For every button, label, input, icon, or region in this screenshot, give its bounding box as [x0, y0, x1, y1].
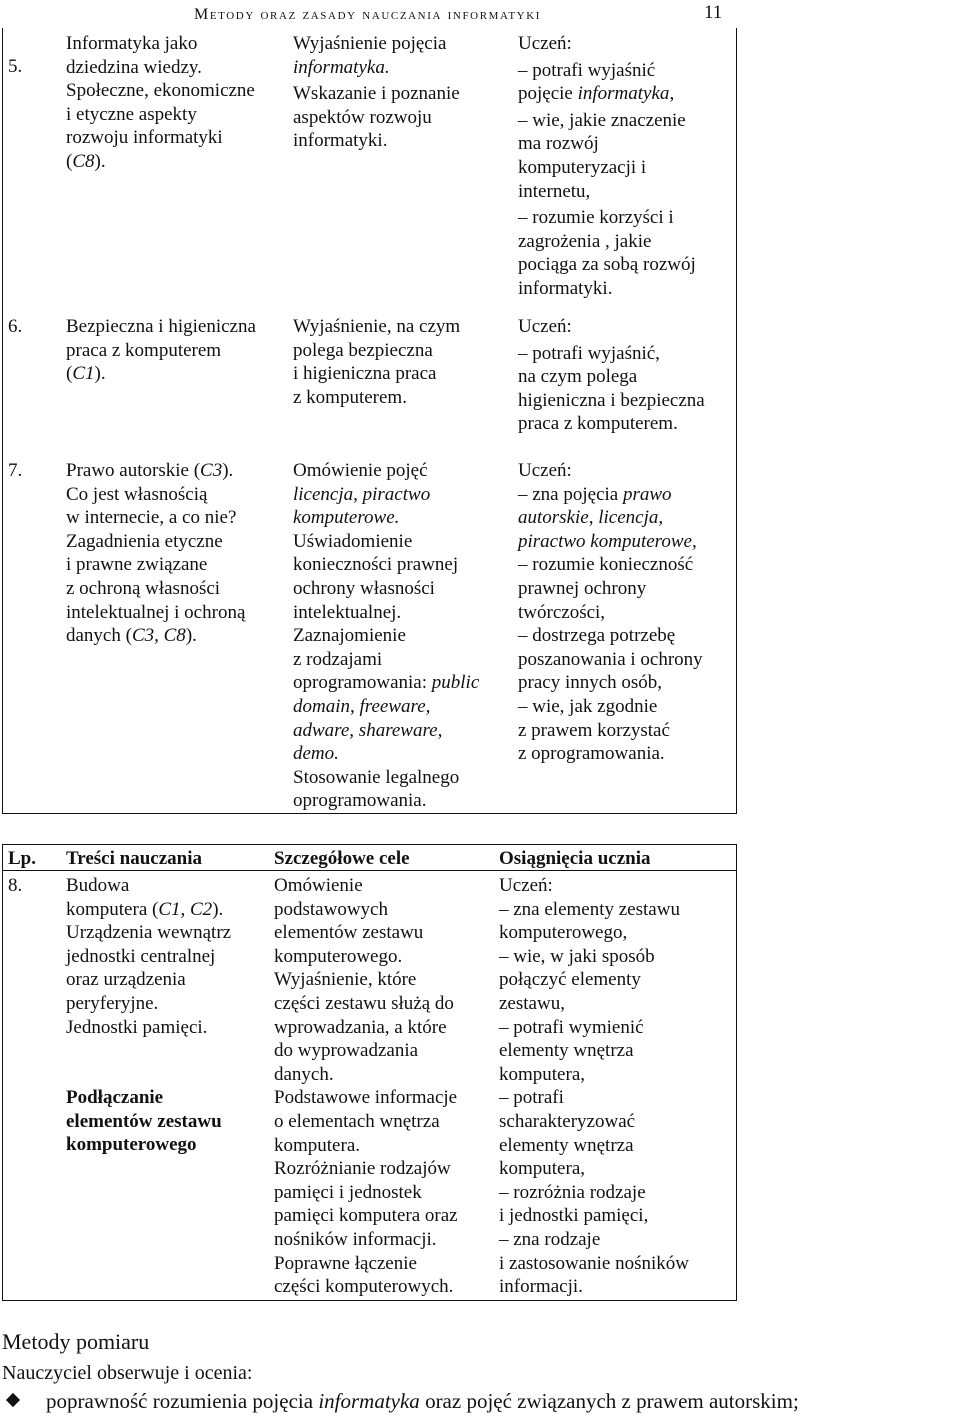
cell-line: Wyjaśnienie, na czym — [293, 316, 461, 337]
cell-line: (C8). — [66, 150, 106, 172]
table2-bottom-border — [2, 1300, 737, 1301]
cell-line: Społeczne, ekonomiczne — [66, 80, 255, 102]
outcomes-cell — [499, 874, 689, 1299]
section-intro: Nauczyciel obserwuje i ocenia: — [2, 1362, 253, 1384]
cell-line: z komputerem. — [293, 386, 407, 408]
cell-line: Poprawne łączenie — [274, 1252, 417, 1274]
cell-line: komputera, — [499, 1063, 586, 1085]
cell-line: higieniczna i bezpieczna — [518, 389, 705, 411]
cell-line: – potrafi — [499, 1087, 564, 1109]
cell-line: komputera. — [274, 1134, 361, 1156]
cell-line: na czym polega — [518, 366, 638, 388]
cell-line: części zestawu służą do — [274, 992, 454, 1014]
cell-line: Prawo autorskie (C3). — [66, 460, 234, 481]
cell-line: połączyć elementy — [499, 969, 641, 991]
goals-cell — [293, 459, 479, 813]
goals-cell — [293, 315, 460, 409]
cell-line: Omówienie pojęć — [293, 460, 428, 481]
page-number: 11 — [704, 2, 723, 23]
cell-line: i jednostki pamięci, — [499, 1205, 649, 1227]
cell-line: pojęcie informatyka, — [518, 83, 675, 105]
cell-line: Wyjaśnienie pojęcia — [293, 33, 447, 54]
row-number: 8. — [8, 875, 23, 896]
cell-line: rozwoju informatyki — [66, 127, 223, 149]
cell-line: pociąga za sobą rozwój — [518, 254, 696, 276]
goals-cell — [293, 32, 460, 153]
content-cell — [66, 459, 245, 648]
cell-line: dziedzina wiedzy. — [66, 56, 202, 78]
cell-line: Co jest własnością — [66, 483, 208, 505]
column-header-content: Treści nauczania — [66, 848, 202, 869]
diamond-bullet-icon — [6, 1393, 20, 1407]
cell-line: ochrony własności — [293, 577, 435, 599]
cell-line: Jednostki pamięci. — [66, 1016, 208, 1038]
cell-line: poszanowania i ochrony — [518, 648, 703, 670]
cell-line: jednostki centralnej — [66, 945, 216, 967]
cell-line: Podłączanie — [66, 1087, 164, 1109]
cell-line: danych. — [274, 1063, 334, 1085]
cell-line: – rozumie korzyści i — [518, 207, 674, 229]
cell-line: – wie, w jaki sposób — [499, 945, 655, 967]
content-cell — [66, 32, 255, 174]
cell-line: Wskazanie i poznanie — [293, 83, 460, 105]
cell-line: pracy innych osób, — [518, 672, 663, 694]
cell-line: Podstawowe informacje — [274, 1087, 458, 1109]
cell-line: intelektualnej i ochroną — [66, 601, 246, 623]
cell-line: pamięci i jednostek — [274, 1181, 422, 1203]
cell-line: – wie, jakie znaczenie — [518, 109, 686, 131]
cell-line: autorskie, licencja, — [518, 507, 664, 529]
cell-line: konieczności prawnej — [293, 554, 459, 576]
cell-line: z prawem korzystać — [518, 719, 670, 741]
cell-line: informatyka. — [293, 56, 390, 78]
cell-line: licencja, piractwo — [293, 483, 431, 505]
cell-line: elementy wnętrza — [499, 1040, 634, 1062]
cell-line: danych (C3, C8). — [66, 625, 197, 647]
cell-line: komputerowego, — [499, 922, 628, 944]
cell-line: z oprogramowania. — [518, 743, 665, 765]
table1-right-border — [736, 28, 737, 814]
cell-line: Urządzenia wewnątrz — [66, 922, 232, 944]
column-header-goals: Szczegółowe cele — [274, 848, 410, 869]
cell-line: Uczeń: — [518, 460, 572, 481]
cell-line: – potrafi wyjaśnić — [518, 59, 656, 81]
cell-line: części komputerowych. — [274, 1276, 454, 1298]
row-number: 6. — [8, 316, 23, 337]
cell-line: elementów zestawu — [274, 922, 424, 944]
cell-line: adware, shareware, — [293, 719, 443, 741]
cell-line: Uświadomienie — [293, 530, 413, 552]
cell-line: internetu, — [518, 180, 591, 202]
cell-line: z rodzajami — [293, 648, 383, 670]
cell-line: podstawowych — [274, 898, 388, 920]
bullet-text-end: oraz pojęć związanych z prawem autorskim; — [419, 1389, 799, 1413]
column-header-outcomes: Osiągnięcia ucznia — [499, 848, 651, 869]
cell-line: do wyprowadzania — [274, 1040, 419, 1062]
cell-line: zagrożenia , jakie — [518, 230, 652, 252]
bullet-item — [8, 1390, 799, 1414]
cell-line: w internecie, a co nie? — [66, 507, 237, 529]
cell-line: Informatyka jako — [66, 33, 198, 54]
cell-line: z ochroną własności — [66, 577, 221, 599]
outcomes-cell — [518, 315, 705, 436]
cell-line: demo. — [293, 743, 339, 765]
cell-line: Rozróżnianie rodzajów — [274, 1158, 451, 1180]
cell-line: aspektów rozwoju — [293, 106, 432, 128]
table2-left-border — [2, 844, 3, 1301]
row-number: 7. — [8, 460, 23, 481]
cell-line: Budowa — [66, 875, 130, 896]
cell-line: – zna rodzaje — [499, 1228, 601, 1250]
cell-line: komputerowego. — [274, 945, 403, 967]
cell-line: prawnej ochrony — [518, 577, 647, 599]
cell-line — [66, 1039, 231, 1086]
table1-left-border — [2, 28, 3, 814]
cell-line: Uczeń: — [518, 316, 572, 337]
cell-line: – potrafi wymienić — [499, 1016, 644, 1038]
cell-line: i zastosowanie nośników — [499, 1252, 689, 1274]
cell-line: i prawne związane — [66, 554, 208, 576]
cell-line: (C1). — [66, 363, 106, 385]
row-number: 5. — [8, 56, 23, 77]
cell-line: oprogramowania. — [293, 790, 427, 812]
cell-line: praca z komputerem — [66, 339, 222, 361]
cell-line: – rozróżnia rodzaje — [499, 1181, 646, 1203]
cell-line: Bezpieczna i higieniczna — [66, 316, 256, 337]
cell-line: informatyki. — [293, 130, 388, 152]
column-header-lp: Lp. — [8, 848, 36, 869]
cell-line: – zna elementy zestawu — [499, 898, 680, 920]
cell-line: komputera, — [499, 1158, 586, 1180]
cell-line: Omówienie — [274, 875, 363, 896]
cell-line: elementy wnętrza — [499, 1134, 634, 1156]
cell-line: nośników informacji. — [274, 1228, 437, 1250]
cell-line: polega bezpieczna — [293, 339, 433, 361]
cell-line: domain, freeware, — [293, 695, 431, 717]
cell-line: scharakteryzować — [499, 1110, 636, 1132]
cell-line: peryferyjne. — [66, 992, 159, 1014]
goals-cell — [274, 874, 458, 1299]
table2-top-border — [2, 844, 737, 845]
section-heading: Metody pomiaru — [2, 1329, 150, 1354]
cell-line: ma rozwój — [518, 133, 599, 155]
cell-line: oprogramowania: public — [293, 672, 480, 694]
bullet-text-emphasis: informatyka — [318, 1389, 420, 1413]
table2-right-border — [736, 844, 737, 1301]
cell-line: komputeryzacji i — [518, 156, 647, 178]
cell-line: informatyki. — [518, 277, 613, 299]
cell-line: Uczeń: — [518, 33, 572, 54]
content-cell — [66, 874, 231, 1157]
cell-line: – dostrzega potrzebę — [518, 625, 676, 647]
cell-line: piractwo komputerowe, — [518, 530, 697, 552]
cell-line: informacji. — [499, 1276, 583, 1298]
cell-line: – rozumie konieczność — [518, 554, 694, 576]
table1-bottom-border — [2, 813, 737, 814]
cell-line: wprowadzania, a które — [274, 1016, 447, 1038]
cell-line: – zna pojęcia prawo — [518, 483, 672, 505]
cell-line: i etyczne aspekty — [66, 103, 197, 125]
cell-line: zestawu, — [499, 992, 565, 1014]
content-cell — [66, 315, 256, 386]
cell-line: elementów zestawu — [66, 1110, 222, 1132]
cell-line: – wie, jak zgodnie — [518, 695, 658, 717]
outcomes-cell — [518, 459, 703, 766]
cell-line: komputerowe. — [293, 507, 400, 529]
cell-line: oraz urządzenia — [66, 969, 186, 991]
cell-line: Stosowanie legalnego — [293, 766, 460, 788]
cell-line: pamięci komputera oraz — [274, 1205, 458, 1227]
cell-line: Zaznajomienie — [293, 625, 406, 647]
running-header: Metody oraz zasady nauczania informatyki — [194, 6, 542, 23]
cell-line: i higieniczna praca — [293, 363, 437, 385]
cell-line: o elementach wnętrza — [274, 1110, 440, 1132]
cell-line: komputera (C1, C2). — [66, 898, 224, 920]
outcomes-cell — [518, 32, 696, 301]
cell-line: Wyjaśnienie, które — [274, 969, 417, 991]
cell-line: Zagadnienia etyczne — [66, 530, 223, 552]
cell-line: komputerowego — [66, 1134, 197, 1156]
cell-line: twórczości, — [518, 601, 606, 623]
bullet-text-start: poprawność rozumienia pojęcia — [46, 1389, 319, 1413]
cell-line: intelektualnej. — [293, 601, 402, 623]
cell-line: praca z komputerem. — [518, 413, 678, 435]
cell-line: – potrafi wyjaśnić, — [518, 342, 660, 364]
cell-line: Uczeń: — [499, 875, 553, 896]
